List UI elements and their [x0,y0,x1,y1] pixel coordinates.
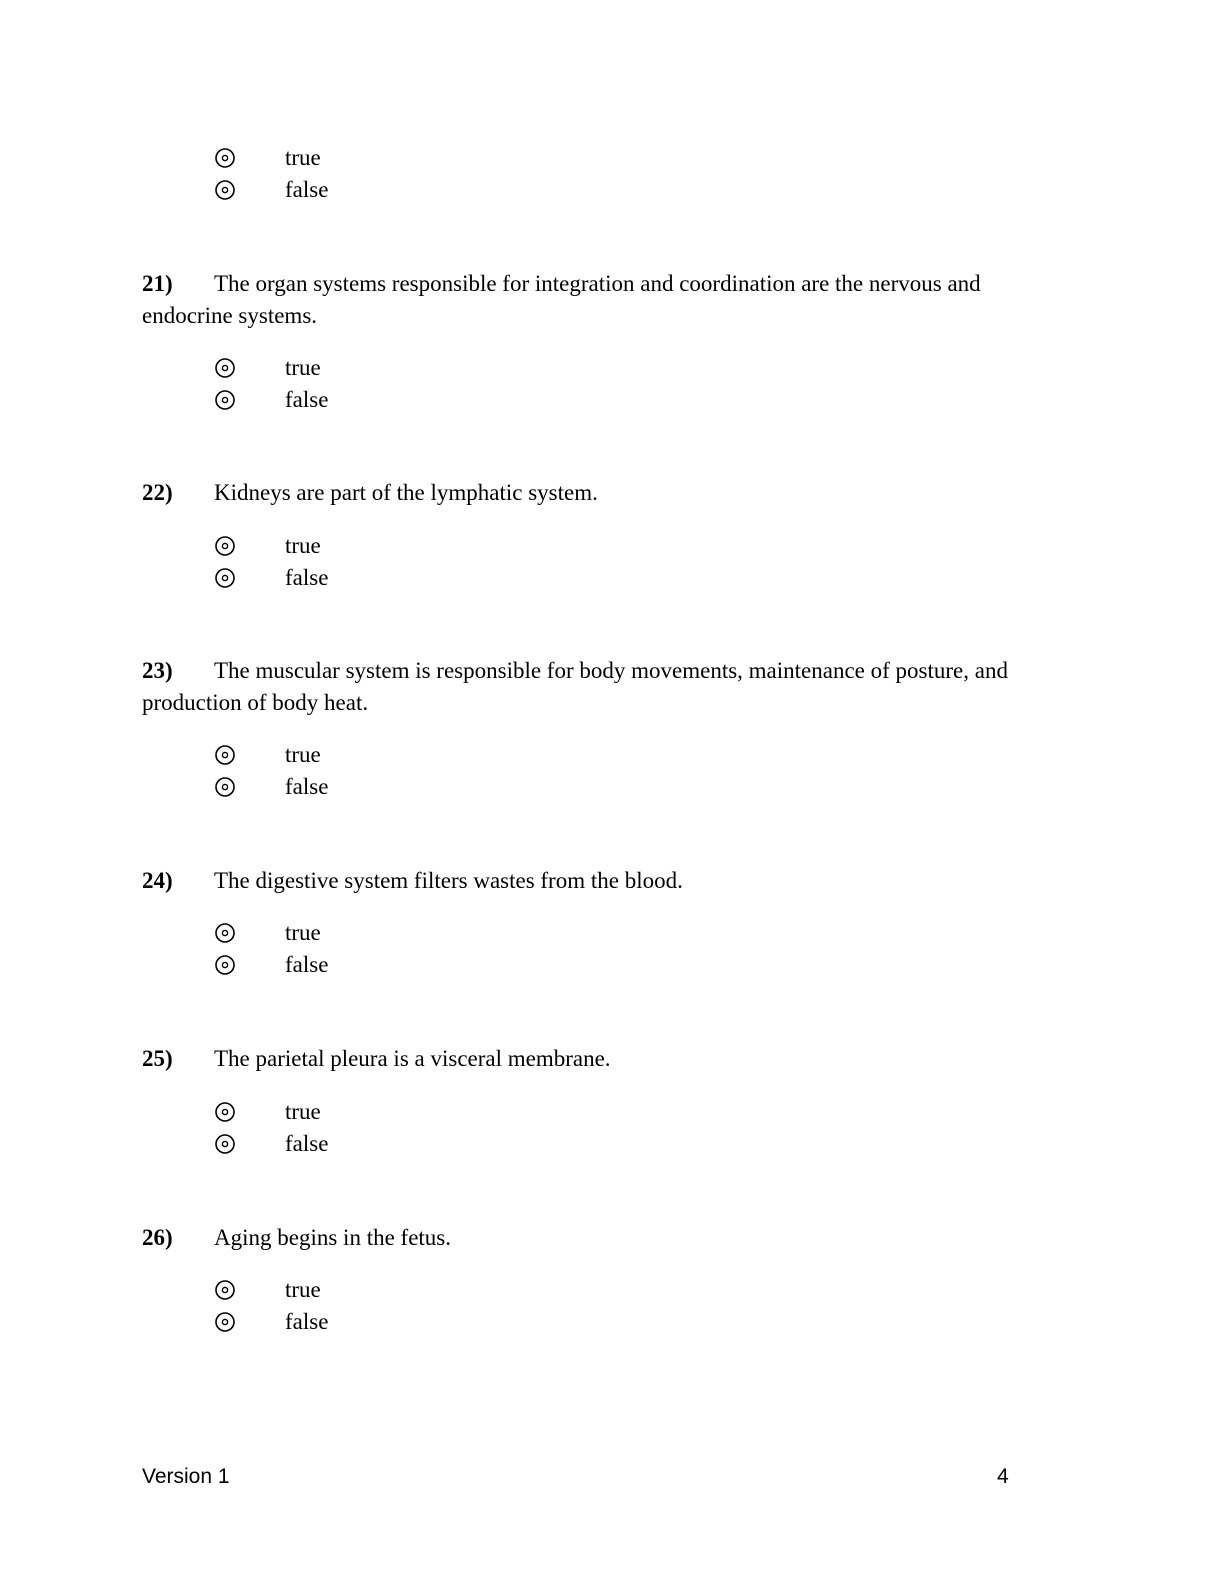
radio-button-icon[interactable] [214,147,236,169]
question-text: Kidneys are part of the lymphatic system. [214,480,598,505]
option-label: true [285,145,321,170]
question-22 [142,477,1042,509]
option-label: false [285,1131,329,1156]
radio-button-icon[interactable] [214,535,236,557]
option-label: false [285,565,329,590]
option-label: true [285,355,321,380]
option-false[interactable] [214,771,614,803]
options-q21 [214,352,614,416]
option-true[interactable] [214,352,614,384]
option-false[interactable] [214,562,614,594]
option-true[interactable] [214,917,614,949]
option-label: false [285,177,329,202]
footer-page-number: 4 [997,1465,1009,1488]
question-number: 23) [142,658,173,683]
options-q23 [214,739,614,803]
question-number: 26) [142,1225,173,1250]
footer-version: Version 1 [142,1465,230,1488]
option-false[interactable] [214,949,614,981]
radio-button-icon[interactable] [214,567,236,589]
question-text: The parietal pleura is a visceral membrane. [214,1046,611,1071]
option-true[interactable] [214,739,614,771]
question-25 [142,1043,1042,1075]
option-label: false [285,1309,329,1334]
question-text: Aging begins in the fetus. [214,1225,451,1250]
question-number: 22) [142,480,173,505]
radio-button-icon[interactable] [214,357,236,379]
option-false[interactable] [214,384,614,416]
options-q20 [214,142,614,206]
option-label: true [285,533,321,558]
question-number: 21) [142,271,173,296]
radio-button-icon[interactable] [214,744,236,766]
question-text: The organ systems responsible for integration and coordination are the nervous and endocrine systems. [142,271,981,328]
question-number: 25) [142,1046,173,1071]
radio-button-icon[interactable] [214,954,236,976]
options-q25 [214,1096,614,1160]
question-26 [142,1222,1042,1254]
radio-button-icon[interactable] [214,1311,236,1333]
question-24 [142,865,1042,897]
option-label: true [285,1099,321,1124]
question-number: 24) [142,868,173,893]
radio-button-icon[interactable] [214,1133,236,1155]
question-21 [142,268,1042,332]
option-label: false [285,952,329,977]
option-true[interactable] [214,142,614,174]
question-23 [142,655,1042,719]
radio-button-icon[interactable] [214,179,236,201]
option-label: true [285,920,321,945]
question-text: The muscular system is responsible for body movements, maintenance of posture, and production of body heat. [142,658,1008,715]
radio-button-icon[interactable] [214,1279,236,1301]
option-label: false [285,387,329,412]
radio-button-icon[interactable] [214,389,236,411]
options-q22 [214,530,614,594]
option-false[interactable] [214,1306,614,1338]
option-true[interactable] [214,1274,614,1306]
options-q24 [214,917,614,981]
option-true[interactable] [214,530,614,562]
option-label: true [285,1277,321,1302]
radio-button-icon[interactable] [214,776,236,798]
options-q26 [214,1274,614,1338]
option-label: false [285,774,329,799]
option-label: true [285,742,321,767]
radio-button-icon[interactable] [214,922,236,944]
option-true[interactable] [214,1096,614,1128]
option-false[interactable] [214,1128,614,1160]
option-false[interactable] [214,174,614,206]
question-text: The digestive system filters wastes from the blood. [214,868,683,893]
radio-button-icon[interactable] [214,1101,236,1123]
